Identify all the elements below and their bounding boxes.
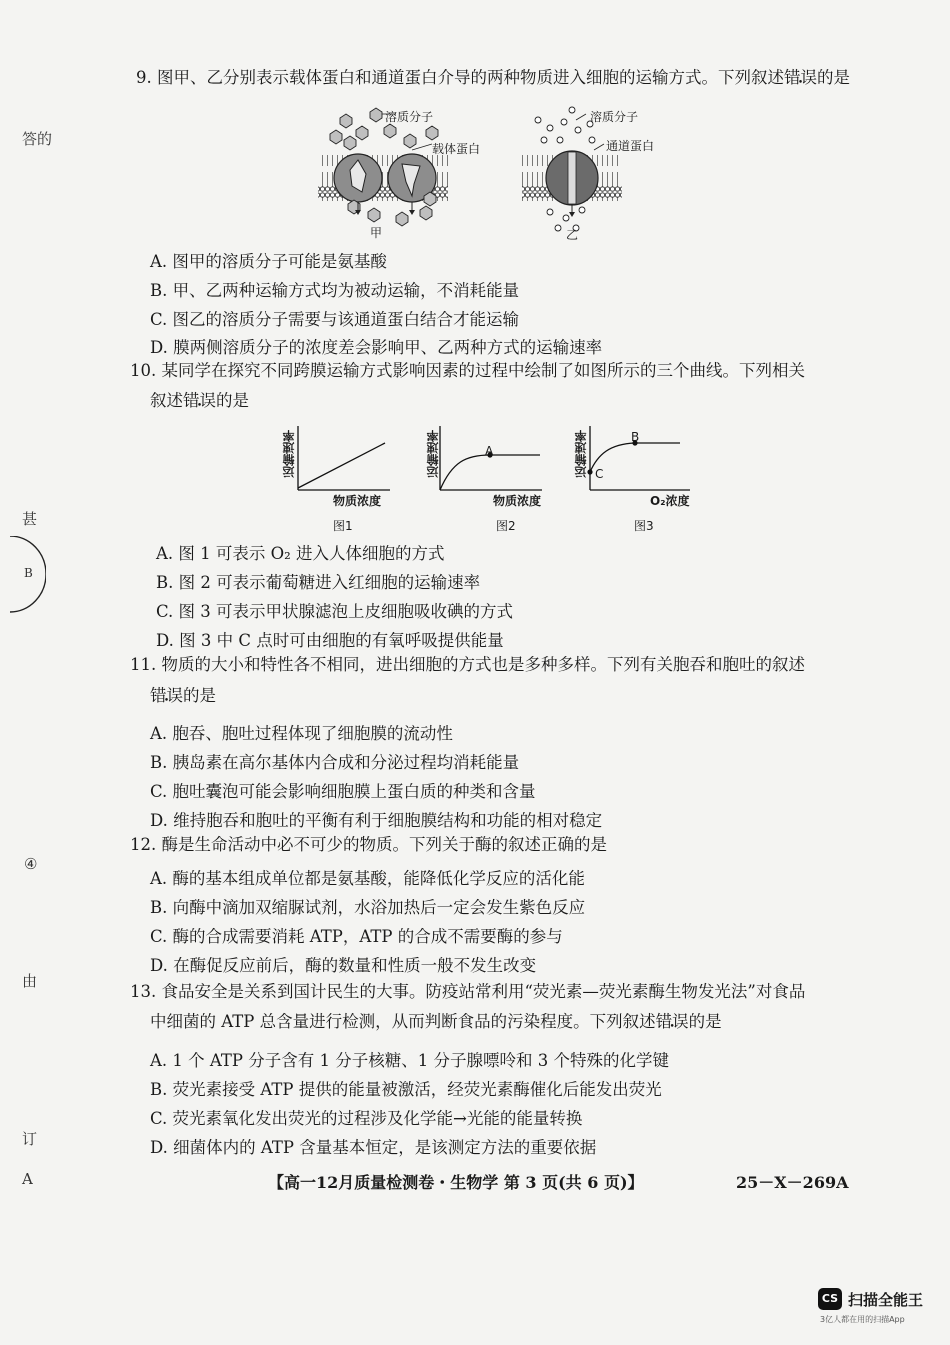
q12-option-b: B. 向酶中滴加双缩脲试剂，水浴加热后一定会发生紫色反应 [150,898,586,917]
chart1-caption: 图1 [333,519,353,533]
chart2-caption: 图2 [496,519,516,533]
chart2-ylabel: 运输速率 [426,430,440,478]
watermark-subtitle: 3亿人都在用的扫描App [820,1315,905,1324]
fig-label-solute: 溶质分子 [385,110,434,124]
chart2-point-a-label: A [485,444,494,458]
margin-fragment: ④ [24,855,38,873]
q10-option-a: A. 图 1 可表示 O₂ 进入人体细胞的方式 [156,544,445,563]
q11-stem-line2: 错误的是 [150,686,216,705]
q10-stem-line2: 叙述错误的是 [150,391,249,410]
page-footer-title: 【高一12月质量检测卷・生物学 第 3 页(共 6 页)】 [268,1173,644,1192]
watermark-title: 扫描全能王 [848,1291,924,1309]
chart1-xlabel: 物质浓度 [333,494,382,508]
emphasis-mark: 错误 [784,68,817,87]
q13-option-d: D. 细菌体内的 ATP 含量基本恒定，是该测定方法的重要依据 [150,1138,597,1157]
margin-arc [0,536,46,614]
q12-stem: 12. 酶是生命活动中必不可少的物质。下列关于酶的叙述正确的是 [130,835,607,854]
margin-fragment: 答的 [22,130,53,148]
fig-label-carrier: 载体蛋白 [432,142,481,156]
q13-option-a: A. 1 个 ATP 分子含有 1 分子核糖、1 分子腺嘌呤和 3 个特殊的化学键 [150,1051,669,1070]
emphasis-mark: 错误 [655,1012,689,1031]
camscanner-logo-icon: CS [818,1288,842,1310]
q11-stem-line1: 11. 物质的大小和特性各不相同，进出细胞的方式也是多种多样。下列有关胞吞和胞吐的叙述 [130,655,805,674]
chart2-xlabel: 物质浓度 [493,494,542,508]
q11-option-c: C. 胞吐囊泡可能会影响细胞膜上蛋白质的种类和含量 [150,782,536,801]
emphasis-mark: 错误 [150,686,183,705]
q13-stem-line1: 13. 食品安全是关系到国计民生的大事。防疫站常利用“荧光素—荧光素酶生物发光法”对食品 [130,982,806,1001]
q9-stem: 9. 图甲、乙分别表示载体蛋白和通道蛋白介导的两种物质进入细胞的运输方式。下列叙述错误的是 [136,68,850,87]
q10-stem-line1: 10. 某同学在探究不同跨膜运输方式影响因素的过程中绘制了如图所示的三个曲线。下列相关 [130,361,805,380]
fig-label-jia: 甲 [370,226,383,240]
q10-option-c: C. 图 3 可表示甲状腺滤泡上皮细胞吸收碘的方式 [156,602,514,621]
fig-label-solute: 溶质分子 [590,110,639,124]
margin-fragment: 由 [22,972,38,990]
emphasis-mark: 错误 [183,391,216,410]
fig-label-yi: 乙 [566,228,579,242]
q12-option-c: C. 酶的合成需要消耗 ATP，ATP 的合成不需要酶的参与 [150,927,563,946]
q9-option-d: D. 膜两侧溶质分子的浓度差会影响甲、乙两种方式的运输速率 [150,338,603,357]
q11-option-d: D. 维持胞吞和胞吐的平衡有利于细胞膜结构和功能的相对稳定 [150,811,603,830]
q13-stem-line2: 中细菌的 ATP 总含量进行检测，从而判断食品的污染程度。下列叙述错误的是 [150,1012,722,1031]
fig-label-channel: 通道蛋白 [606,139,655,153]
q12-option-a: A. 酶的基本组成单位都是氨基酸，能降低化学反应的活化能 [150,869,585,888]
page-footer-code: 25－X－269A [736,1173,849,1192]
q13-option-c: C. 荧光素氧化发出荧光的过程涉及化学能→光能的能量转换 [150,1109,583,1128]
margin-fragment: A [22,1170,33,1188]
q11-option-a: A. 胞吞、胞吐过程体现了细胞膜的流动性 [150,724,453,743]
chart3-point-b-label: B [631,430,640,444]
chart3-caption: 图3 [634,519,654,533]
q9-option-b: B. 甲、乙两种运输方式均为被动运输，不消耗能量 [150,281,520,300]
q10-option-d: D. 图 3 中 C 点时可由细胞的有氧呼吸提供能量 [156,631,504,650]
chart1-ylabel: 运输速率 [282,430,296,478]
chart3-xlabel: O₂浓度 [650,494,690,508]
q10-option-b: B. 图 2 可表示葡萄糖进入红细胞的运输速率 [156,573,481,592]
chart3-ylabel: 运输速率 [574,430,588,478]
q9-option-c: C. 图乙的溶质分子需要与该通道蛋白结合才能运输 [150,310,520,329]
margin-fragment: 订 [22,1130,38,1148]
q10-curves [270,420,710,530]
q13-option-b: B. 荧光素接受 ATP 提供的能量被激活，经荧光素酶催化后能发出荧光 [150,1080,662,1099]
q9-option-a: A. 图甲的溶质分子可能是氨基酸 [150,252,387,271]
margin-fragment: B [24,566,33,580]
q11-option-b: B. 胰岛素在高尔基体内合成和分泌过程均消耗能量 [150,753,520,772]
margin-fragment: 甚 [22,510,38,528]
q12-option-d: D. 在酶促反应前后，酶的数量和性质一般不发生改变 [150,956,537,975]
chart3-point-c-label: C [595,467,604,481]
